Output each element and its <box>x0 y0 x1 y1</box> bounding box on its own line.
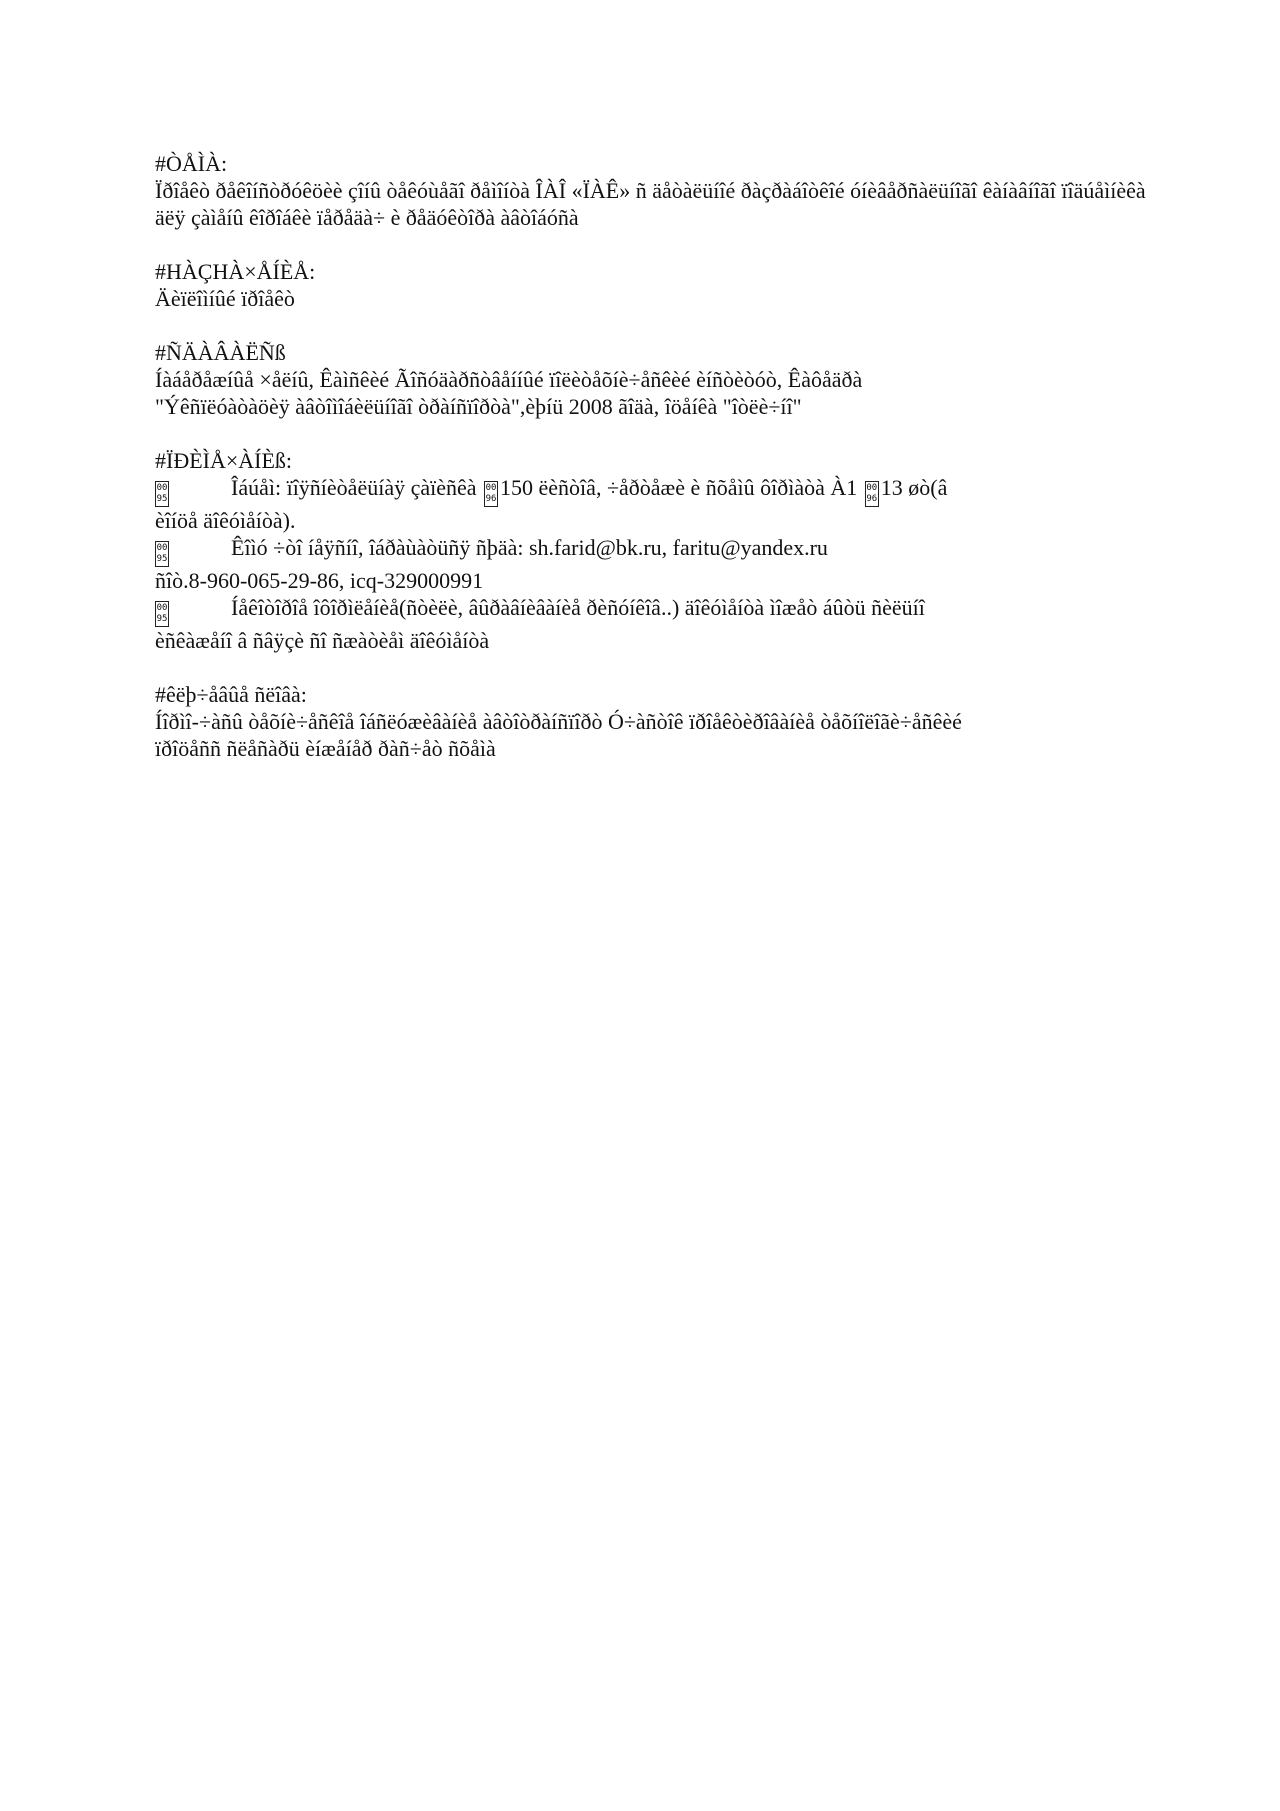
notes-item-2 <box>155 534 1155 567</box>
notes-item-3-text: Íåêîòîðîå îôîðìëåíèå(ñòèëè, âûðàâíèâàíèå ðèñóíêîâ..) äîêóìåíòà ìîæåò áûòü ñèëüíî <box>231 595 925 620</box>
missing-glyph-icon: 00 96 <box>484 481 498 507</box>
notes-heading: #ÏÐÈÌÅ×ÀÍÈß: <box>155 448 293 473</box>
authors-line-1: Íàáåðåæíûå ×åëíû, Êàìñêèé Ãîñóäàðñòâåííûé ïîëèòåõíè÷åñêèé èíñòèòóò, Êàôåäðà <box>155 367 863 392</box>
notes-item-3 <box>155 594 1155 627</box>
topic-section <box>155 150 1155 231</box>
authors-line-2: "Ýêñïëóàòàöèÿ àâòîìîáèëüíîãî òðàíñïîðòà",èþíü 2008 ãîäà, îöåíêà "îòëè÷íî" <box>155 394 802 419</box>
keywords-section <box>155 681 1155 762</box>
purpose-section <box>155 258 1155 312</box>
notes-item-1-text-b: 150 ëèñòîâ, ÷åðòåæè è ñõåìû ôîðìàòà À1 <box>500 475 863 500</box>
keywords-heading: #êëþ÷åâûå ñëîâà: <box>155 682 307 707</box>
topic-heading: #ÒÅÌÀ: <box>155 151 228 176</box>
notes-item-1 <box>155 474 1155 507</box>
missing-glyph-icon: 00 95 <box>155 601 169 627</box>
document-page <box>155 150 1155 789</box>
notes-item-1-continuation: èîíöå äîêóìåíòà). <box>155 508 296 533</box>
missing-glyph-icon: 00 95 <box>155 541 169 567</box>
notes-item-2-continuation: ñîò.8-960-065-29-86, icq-329000991 <box>155 568 484 593</box>
purpose-text: Äèïëîìíûé ïðîåêò <box>155 286 295 311</box>
keywords-line-1: Íîðìî-÷àñû òåõíè÷åñêîå îáñëóæèâàíèå àâòîòðàíñïîðò Ó÷àñòîê ïðîåêòèðîâàíèå òåõíîëîãè÷åñêèé <box>155 709 962 734</box>
notes-item-1-text-a: Îáúåì: ïîÿñíèòåëüíàÿ çàïèñêà <box>231 475 483 500</box>
notes-section <box>155 447 1155 654</box>
missing-glyph-icon: 00 96 <box>865 481 879 507</box>
purpose-heading: #HÀÇHÀ×ÅÍÈÅ: <box>155 259 316 284</box>
authors-heading: #ÑÄÀÂÀËÑß <box>155 340 286 365</box>
notes-item-3-continuation: èñêàæåíî â ñâÿçè ñî ñæàòèåì äîêóìåíòà <box>155 628 490 653</box>
topic-text: Ïðîåêò ðåêîíñòðóêöèè çîíû òåêóùåãî ðåìîíòà ÎÀÎ «ÏÀÊ» ñ äåòàëüíîé ðàçðàáîòêîé óíèâåðñàëüíîãî êàíàâíîãî ïîäúåìíèêà äëÿ çàìåíû êîðîáêè ïåðåäà÷ è ðåäóêòîðà àâòîáóñà <box>155 178 1146 230</box>
notes-item-1-text-c: 13 øò(â <box>880 475 948 500</box>
missing-glyph-icon: 00 95 <box>155 481 169 507</box>
keywords-line-2: ïðîöåññ ñëåñàðü èíæåíåð ðàñ÷åò ñõåìà <box>155 736 496 761</box>
notes-item-2-text: Êîìó ÷òî íåÿñíî, îáðàùàòüñÿ ñþäà: sh.farid@bk.ru, faritu@yandex.ru <box>231 535 828 560</box>
authors-section <box>155 339 1155 420</box>
